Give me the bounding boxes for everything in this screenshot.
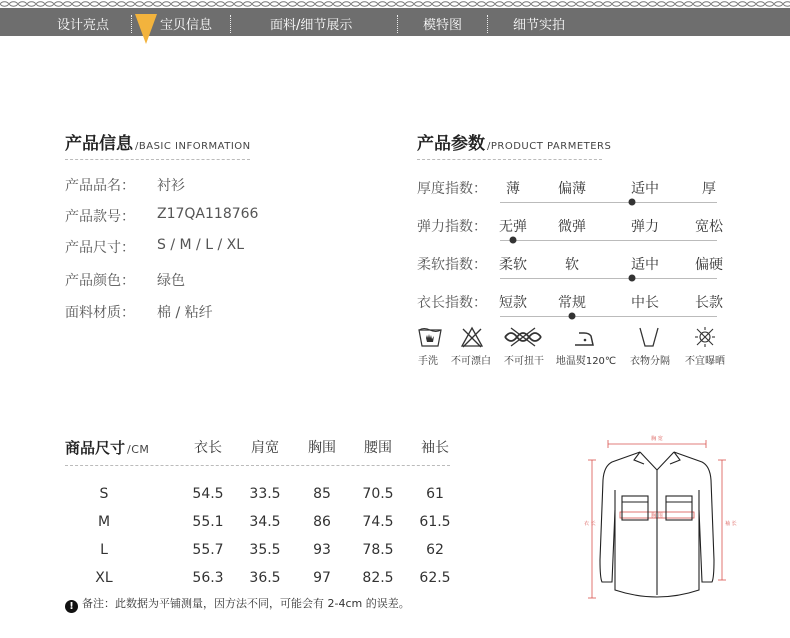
param-option: 短款 <box>499 295 527 311</box>
nav-bar <box>0 8 790 36</box>
info-value: Z17QA118766 <box>157 206 259 222</box>
param-option: 常规 <box>558 295 586 311</box>
nav-item-detail[interactable]: 细节实拍 <box>513 18 566 33</box>
table-cell: 55.7 <box>192 542 224 558</box>
param-label: 弹力指数： <box>417 219 487 235</box>
care-label: 不宜曝晒 <box>685 356 725 367</box>
param-indicator-dot <box>569 313 576 320</box>
param-scale-line <box>500 240 717 241</box>
size-label: XL <box>95 570 113 586</box>
info-label: 面料材质： <box>65 305 135 321</box>
param-option: 适中 <box>631 181 659 197</box>
table-cell: 82.5 <box>362 570 394 586</box>
size-label: S <box>99 486 109 502</box>
table-cell: 56.3 <box>192 570 224 586</box>
diagram-top-label: 胸 宽 <box>651 436 663 442</box>
table-cell: 62.5 <box>419 570 451 586</box>
table-cell: 36.5 <box>249 570 281 586</box>
no-wring-icon <box>503 326 543 348</box>
param-option: 柔软 <box>499 257 527 273</box>
table-cell: 34.5 <box>249 514 281 530</box>
param-label: 衣长指数： <box>417 295 487 311</box>
param-scale-line <box>500 278 717 279</box>
table-cell: 55.1 <box>192 514 224 530</box>
table-header: 衣长 <box>194 440 222 456</box>
param-indicator-dot <box>629 199 636 206</box>
table-header: 腰围 <box>364 440 392 456</box>
param-indicator-dot <box>629 275 636 282</box>
measurement-note <box>65 595 410 613</box>
basic-info-subtitle: /BASIC INFORMATION <box>135 141 251 152</box>
table-cell: 86 <box>313 514 331 530</box>
low-iron-icon <box>572 326 596 348</box>
param-option: 弹力 <box>631 219 659 235</box>
nav-separator <box>397 15 398 33</box>
note-text: 备注：此数据为平铺测量，因方法不同，可能会有 2-4cm 的误差。 <box>82 597 410 610</box>
param-option: 偏硬 <box>695 257 723 273</box>
table-header: 胸围 <box>308 440 336 456</box>
info-value: 棉 / 粘纤 <box>157 305 213 321</box>
info-row-name <box>65 175 185 195</box>
table-cell: 85 <box>313 486 331 502</box>
care-label: 不可扭干 <box>504 356 544 367</box>
param-option: 适中 <box>631 257 659 273</box>
info-label: 产品尺寸： <box>65 240 135 256</box>
param-label: 厚度指数： <box>417 181 487 197</box>
care-label: 不可漂白 <box>451 356 491 367</box>
basic-info-title-text: 产品信息 <box>65 134 133 154</box>
nav-separator <box>131 15 132 33</box>
nav-active-pointer <box>135 14 157 44</box>
info-label: 产品款号： <box>65 209 135 225</box>
table-cell: 70.5 <box>362 486 394 502</box>
param-scale-line <box>500 316 717 317</box>
table-cell: 33.5 <box>249 486 281 502</box>
table-cell: 62 <box>426 542 444 558</box>
no-sun-icon <box>693 326 717 348</box>
param-option: 宽松 <box>695 219 723 235</box>
size-table-title-text: 商品尺寸 <box>65 439 126 457</box>
divider <box>65 159 250 160</box>
nav-item-fabric[interactable]: 面料/细节展示 <box>270 18 353 33</box>
divider <box>417 159 602 160</box>
params-title <box>417 129 611 154</box>
table-cell: 93 <box>313 542 331 558</box>
param-option: 中长 <box>631 295 659 311</box>
param-option: 长款 <box>695 295 723 311</box>
size-label: M <box>97 514 111 530</box>
nav-item-design[interactable]: 设计亮点 <box>57 18 110 33</box>
table-cell: 35.5 <box>249 542 281 558</box>
info-value: S / M / L / XL <box>157 237 245 253</box>
param-option: 厚 <box>702 181 716 197</box>
separate-wash-icon <box>637 326 661 348</box>
hand-wash-icon <box>418 326 442 348</box>
params-subtitle: /PRODUCT PARMETERS <box>487 141 612 152</box>
param-option: 薄 <box>506 181 520 197</box>
care-label: 衣物分隔 <box>630 356 670 367</box>
table-cell: 74.5 <box>362 514 394 530</box>
nav-item-info[interactable]: 宝贝信息 <box>160 18 213 33</box>
info-row-color <box>65 270 185 290</box>
size-table-title <box>65 437 149 458</box>
param-option: 偏薄 <box>558 181 586 197</box>
size-label: L <box>100 542 108 558</box>
info-value: 衬衫 <box>157 178 185 194</box>
nav-separator <box>230 15 231 33</box>
info-label: 产品品名： <box>65 178 135 194</box>
param-label: 柔软指数： <box>417 257 487 273</box>
param-scale-line <box>500 202 717 203</box>
nav-separator <box>487 15 488 33</box>
care-label: 手洗 <box>418 356 438 367</box>
care-label: 地温熨120℃ <box>555 356 617 367</box>
no-bleach-icon <box>460 326 484 348</box>
info-value: 绿色 <box>157 273 185 289</box>
diagram-left-label: 衣 长 <box>584 521 596 527</box>
diagram-right-label: 袖 长 <box>725 521 737 527</box>
param-option: 无弹 <box>499 219 527 235</box>
size-table-unit: /CM <box>127 443 150 456</box>
info-label: 产品颜色： <box>65 273 135 289</box>
info-row-style-no <box>65 206 259 226</box>
info-row-size <box>65 237 245 257</box>
table-cell: 97 <box>313 570 331 586</box>
diagram-chest-label: 胸 围 <box>651 513 663 519</box>
param-indicator-dot <box>510 237 517 244</box>
table-header: 袖长 <box>421 440 449 456</box>
params-title-text: 产品参数 <box>417 134 485 154</box>
table-cell: 61 <box>426 486 444 502</box>
table-cell: 78.5 <box>362 542 394 558</box>
table-cell: 54.5 <box>192 486 224 502</box>
shirt-measurement-diagram <box>582 430 737 610</box>
param-option: 软 <box>565 257 579 273</box>
basic-info-title <box>65 129 251 154</box>
param-option: 微弹 <box>558 219 586 235</box>
table-cell: 61.5 <box>419 514 451 530</box>
top-chain-border <box>0 0 790 8</box>
exclamation-icon: ! <box>65 600 78 613</box>
nav-item-model[interactable]: 模特图 <box>423 18 463 33</box>
info-row-material <box>65 302 213 322</box>
table-header: 肩宽 <box>251 440 279 456</box>
divider <box>65 465 450 466</box>
